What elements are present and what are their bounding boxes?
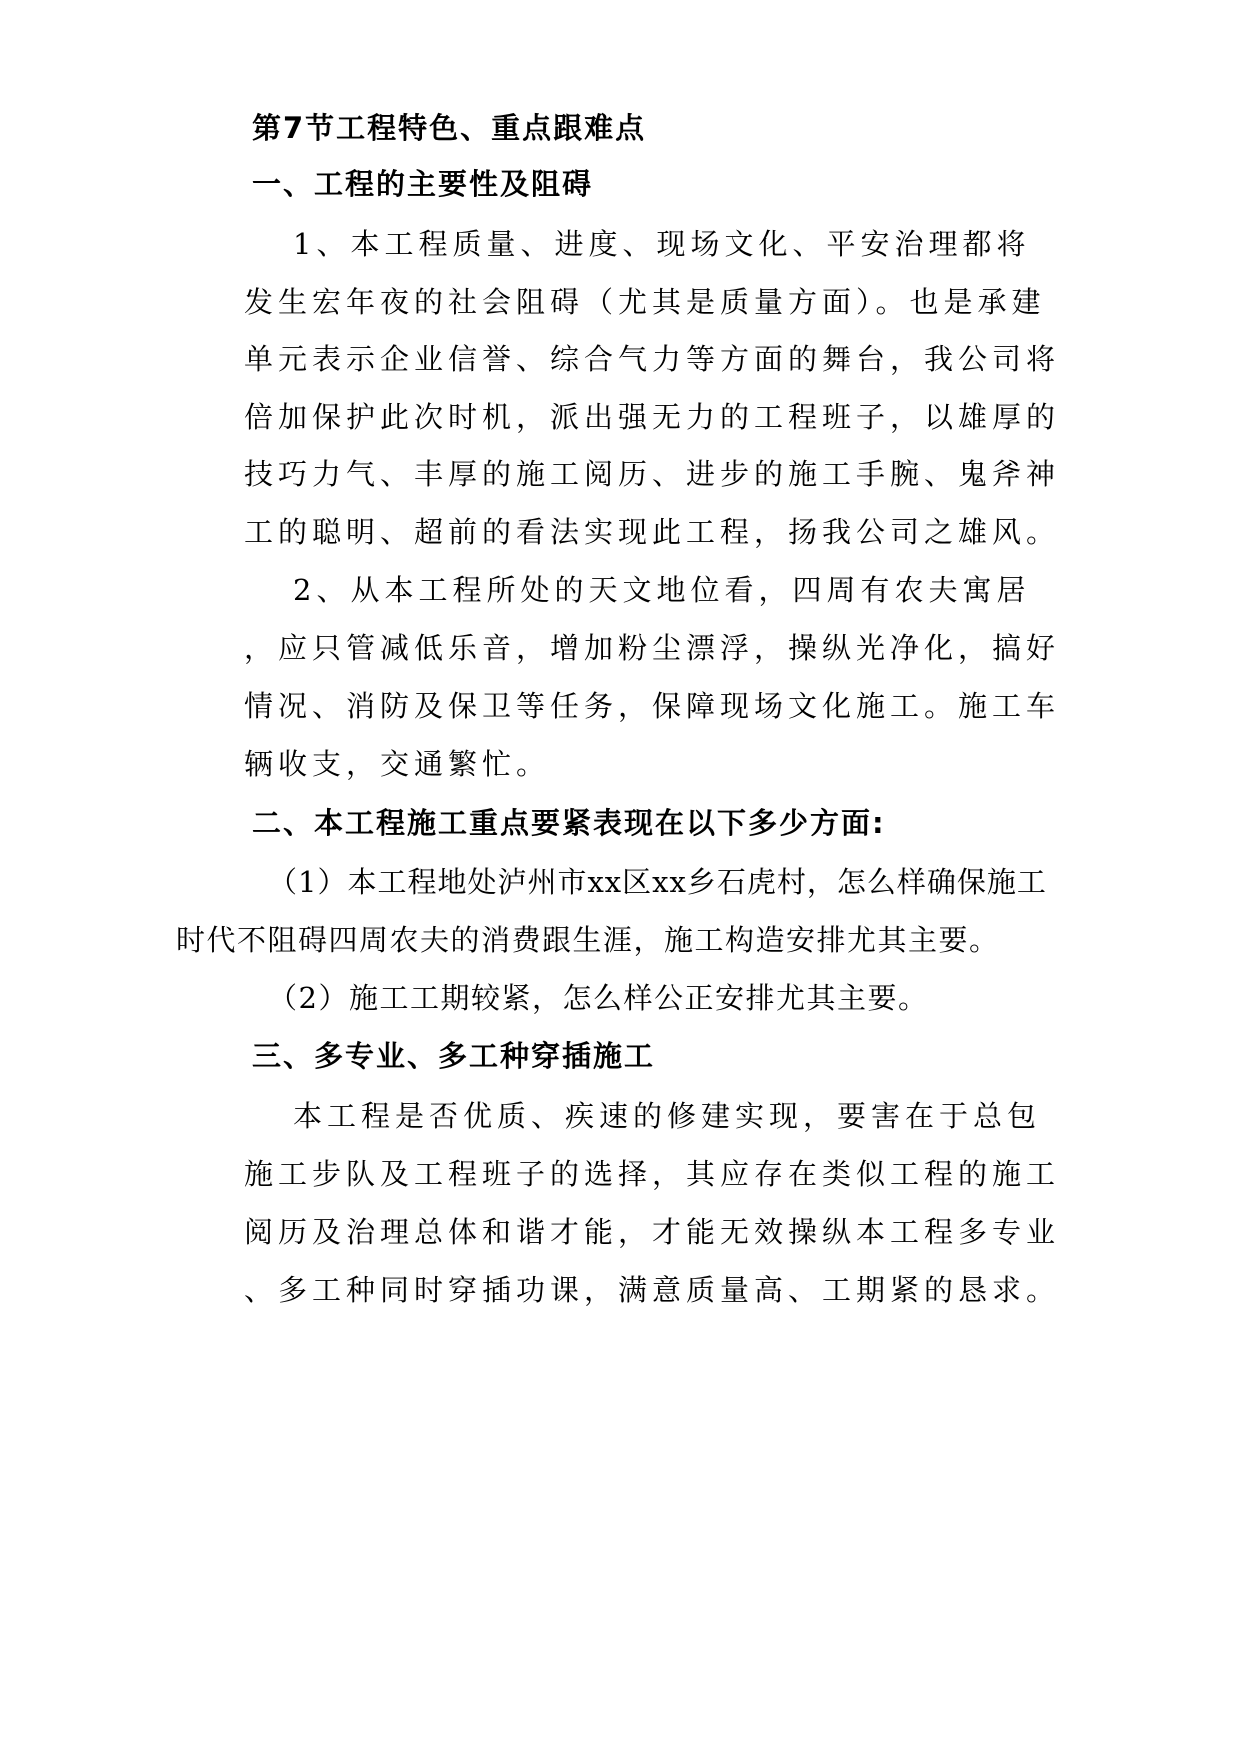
- paragraph-line: 倍加保护此次时机，派出强无力的工程班子，以雄厚的: [244, 400, 1061, 434]
- heading-key-points: 二、本工程施工重点要紧表现在以下多少方面:: [252, 806, 886, 840]
- heading-importance: 一、工程的主要性及阻碍: [252, 167, 594, 201]
- paragraph-line: （2）施工工期较紧，怎么样公正安排尤其主要。: [268, 981, 929, 1015]
- paragraph-line: 1、本工程质量、进度、现场文化、平安治理都将: [293, 227, 1031, 261]
- heading-multi-trade: 三、多专业、多工种穿插施工: [252, 1039, 656, 1073]
- paragraph-line: 单元表示企业信誉、综合气力等方面的舞台，我公司将: [244, 342, 1061, 376]
- paragraph-line: 辆收支，交通繁忙。: [244, 747, 551, 781]
- section-title: 第7节工程特色、重点跟难点: [252, 111, 647, 145]
- paragraph-line: 发生宏年夜的社会阻碍（尤其是质量方面）。也是承建: [244, 285, 1046, 319]
- paragraph-line: 工的聪明、超前的看法实现此工程，扬我公司之雄风。: [244, 515, 1061, 549]
- paragraph-line: 情况、消防及保卫等任务，保障现场文化施工。施工车: [244, 689, 1061, 723]
- paragraph-line: 时代不阻碍四周农夫的消费跟生涯，施工构造安排尤其主要。: [176, 923, 1000, 957]
- paragraph-line: 技巧力气、丰厚的施工阅历、进步的施工手腕、鬼斧神: [244, 457, 1061, 491]
- paragraph-line: 2、从本工程所处的天文地位看，四周有农夫寓居: [293, 573, 1031, 607]
- paragraph-line: 施工步队及工程班子的选择，其应存在类似工程的施工: [244, 1157, 1061, 1191]
- paragraph-line: 本工程是否优质、疾速的修建实现，要害在于总包: [293, 1099, 1042, 1133]
- paragraph-line: （1）本工程地处泸州市xx区xx乡石虎村，怎么样确保施工: [268, 865, 1047, 899]
- paragraph-line: 、多工种同时穿插功课，满意质量高、工期紧的恳求。: [244, 1273, 1061, 1307]
- paragraph-line: ，应只管减低乐音，增加粉尘漂浮，操纵光净化，搞好: [244, 631, 1061, 665]
- paragraph-line: 阅历及治理总体和谐才能，才能无效操纵本工程多专业: [244, 1215, 1061, 1249]
